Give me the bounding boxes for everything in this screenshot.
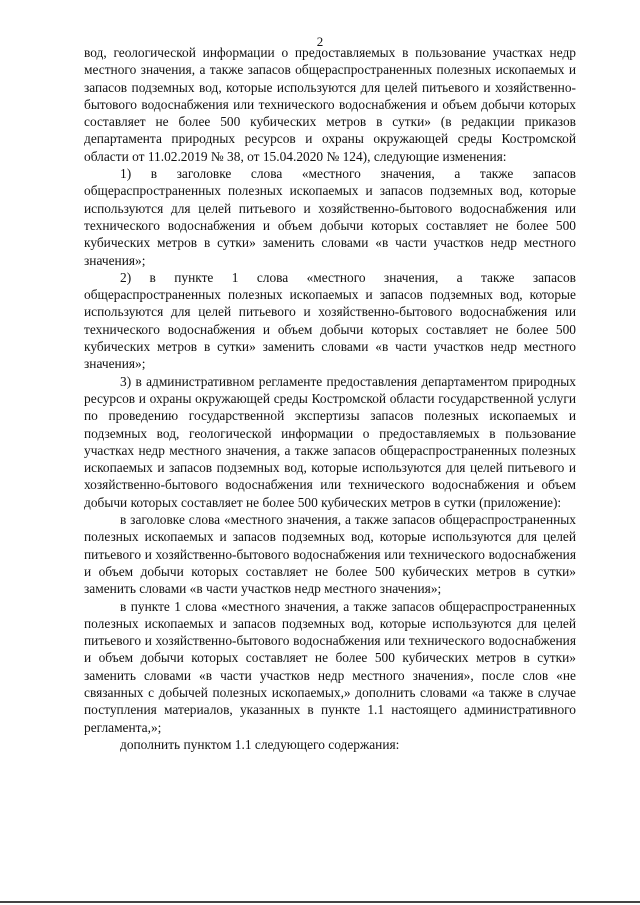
scan-bottom-edge bbox=[0, 901, 640, 903]
paragraph-item-2: 2) в пункте 1 слова «местного значения, а также запасов общераспространенных полезных ископаемых и запасов подземных вод, которые используются для целей питьевого и хозяйственно-бытового водоснабжения или технического водоснабжения и объем добычи которых составляет не более 500 кубических метров в сутки» заменить словами «в части участков недр местного значения»; bbox=[84, 269, 576, 372]
paragraph-item-3: 3) в административном регламенте предоставления департаментом природных ресурсов и охраны окружающей среды Костромской области государственной услуги по проведению государственной экспертизы запасов полезных ископаемых и подземных вод, геологической информации о предоставляемых в пользование участках недр местного значения, а также запасов общераспространенных полезных ископаемых и запасов подземных вод, которые используются для целей питьевого и хозяйственно-бытового водоснабжения или технического водоснабжения и объем добычи которых составляет не более 500 кубических метров в сутки (приложение): bbox=[84, 373, 576, 510]
paragraph-add-point: дополнить пунктом 1.1 следующего содержания: bbox=[120, 736, 400, 752]
paragraph-item-1: 1) в заголовке слова «местного значения, а также запасов общераспространенных полезных ископаемых и запасов подземных вод, которые используются для целей питьевого и хозяйственно-бытового водоснабжения или технического водоснабжения и объем добычи которых составляет не более 500 кубических метров в сутки» заменить словами «в части участков недр местного значения»; bbox=[84, 166, 576, 268]
paragraph-title-change: в заголовке слова «местного значения, а также запасов общераспространенных полезных ископаемых и запасов подземных вод, которые используются для целей питьевого и хозяйственно-бытового водоснабжения или технического водоснабжения и объем добычи которых составляет не более 500 кубических метров в сутки» заменить словами «в части участков недр местного значения»; bbox=[84, 512, 576, 597]
paragraph-continuation: вод, геологической информации о предоставляемых в пользование участках недр местного значения, а также запасов общераспространенных полезных ископаемых и запасов подземных вод, которые используются для целей питьевого и хозяйственно-бытового водоснабжения или технического водоснабжения и объем добычи которых составляет не более 500 кубических метров в сутки» (в редакции приказов департамента природных ресурсов и охраны окружающей среды Костромской области от 11.02.2019 № 38, от 15.04.2020 № 124), следующие изменения: bbox=[84, 45, 576, 164]
page-number: 2 bbox=[316, 34, 324, 49]
paragraph-point-1-change: в пункте 1 слова «местного значения, а также запасов общераспространенных полезных ископаемых и запасов подземных вод, которые используются для целей питьевого и хозяйственно-бытового водоснабжения или технического водоснабжения и объем добычи которых составляет не более 500 кубических метров в сутки» заменить словами «в части участков недр местного значения», после слов «не связанных с добычей полезных ископаемых,» дополнить словами «а также в случае поступления материалов, указанных в пункте 1.1 настоящего административного регламента,»; bbox=[84, 598, 576, 735]
document-body bbox=[84, 44, 576, 753]
